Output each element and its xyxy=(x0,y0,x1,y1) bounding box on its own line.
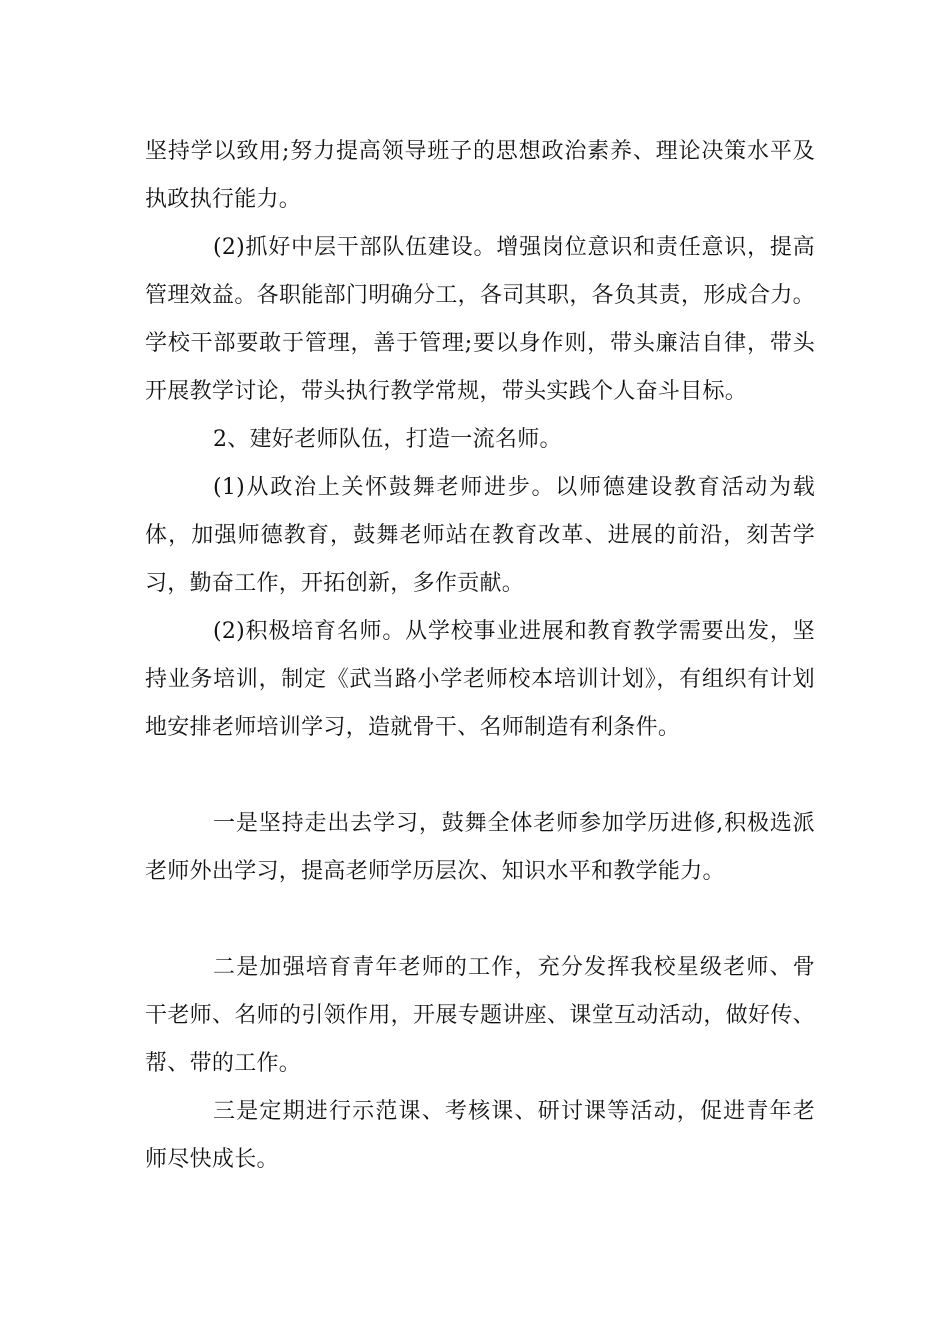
paragraph-3: 2、建好老师队伍，打造一流名师。 xyxy=(213,427,562,452)
paragraph-8: 三是定期进行示范课、考核课、研讨课等活动，促进青年老师尽快成长。 xyxy=(145,1099,815,1172)
paragraph-6: 一是坚持走出去学习，鼓舞全体老师参加学历进修,积极选派老师外出学习，提高老师学历层次、知识水平和教学能力。 xyxy=(145,811,815,884)
paragraph-5: (2)积极培育名师。从学校事业进展和教育教学需要出发，坚持业务培训，制定《武当路小学老师校本培训计划》，有组织有计划地安排老师培训学习，造就骨干、名师制造有利条件。 xyxy=(145,619,815,740)
document-body xyxy=(145,128,815,1184)
paragraph-2: (2)抓好中层干部队伍建设。增强岗位意识和责任意识，提高管理效益。各职能部门明确分工，各司其职，各负其责，形成合力。学校干部要敢于管理，善于管理;要以身作则，带头廉洁自律，带头开展教学讨论，带头执行教学常规，带头实践个人奋斗目标。 xyxy=(145,235,815,404)
paragraph-1: 坚持学以致用;努力提高领导班子的思想政治素养、理论决策水平及执政执行能力。 xyxy=(145,139,815,212)
paragraph-7: 二是加强培育青年老师的工作，充分发挥我校星级老师、骨干老师、名师的引领作用，开展专题讲座、课堂互动活动，做好传、帮、带的工作。 xyxy=(145,955,815,1076)
paragraph-4: (1)从政治上关怀鼓舞老师进步。以师德建设教育活动为载体，加强师德教育，鼓舞老师站在教育改革、进展的前沿，刻苦学习，勤奋工作，开拓创新，多作贡献。 xyxy=(145,475,815,596)
